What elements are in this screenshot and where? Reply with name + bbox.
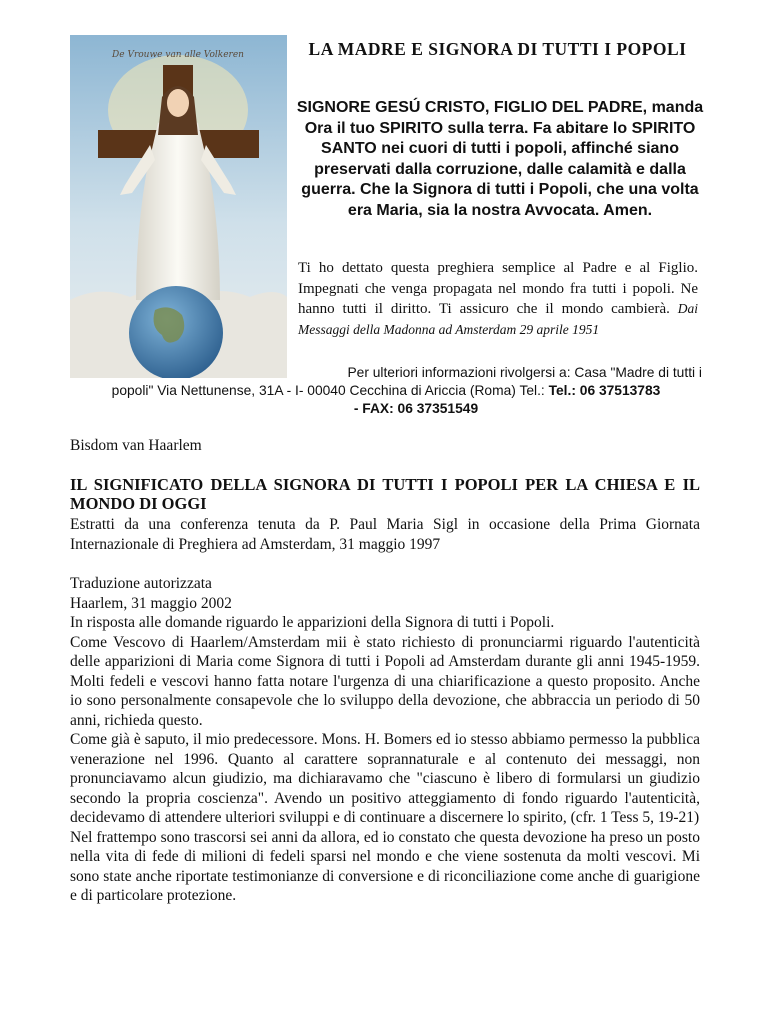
image-caption: De Vrouwe van alle Volkeren (112, 50, 244, 60)
article-intro: Estratti da una conferenza tenuta da P. Paul Maria Sigl in occasione della Prima Giornata Internazionale di Preghiera ad Amsterdam, 31 maggio 1997 (70, 516, 700, 553)
message-text: Ti ho dettato questa preghiera semplice al Padre e al Figlio. Impegnati che venga propagata nel mondo fra tutti i popoli. Ne hanno tutti il diritto. Ti assicuro che il mondo cambierà. (298, 260, 698, 317)
prayer-text: SIGNORE GESÚ CRISTO, FIGLIO DEL PADRE, manda Ora il tuo SPIRITO sulla terra. Fa abitare lo SPIRITO SANTO nei cuori di tutti i popoli, affinché siano preservati dalla corruzione, dalle calamità e dalla guerra. Che la Signora di tutti i Popoli, che una volta era Maria, sia la nostra Avvocata. Amen. (296, 99, 704, 219)
contact-address: popoli" Via Nettunense, 31A - I- 00040 Cecchina di Ariccia (Roma) Tel.: (111, 383, 545, 398)
diocese-label: Bisdom van Haarlem (70, 437, 202, 454)
message-source: Dai Messaggi della Madonna ad Amsterdam 29 aprile 1951 (298, 301, 699, 337)
body-paragraph: Come Vescovo di Haarlem/Amsterdam mii è stato richiesto di pronunciarmi riguardo l'autenticità delle apparizioni di Maria come Signora di tutti i Popoli ad Amsterdam durante gli anni 1945-1959. Molti fedeli e vescovi hanno fatta notare l'urgenza di una chiarificazione a questo proposito. Anche io sono personalmente consapevole che lo sviluppo della devozione, che abbraccia un periodo di 50 anni, richieda questo. (70, 633, 700, 729)
devotional-image (70, 35, 287, 378)
mary-face (167, 89, 189, 117)
page-title: LA MADRE E SIGNORA DI TUTTI I POPOLI (308, 39, 687, 59)
body-paragraph: In risposta alle domande riguardo le apparizioni della Signora di tutti i Popoli. (70, 614, 555, 631)
body-paragraph: Come già è saputo, il mio predecessore. Mons. H. Bomers ed io stesso abbiamo permesso la pubblica venerazione nel 1996. Quanto al carattere soprannaturale e al contenuto dei messaggi, non pronunciavamo alcun giudizio, ma dichiaravamo che "ciascuno è libero di formularsi un giudizio secondo la propria coscienza". Avendo un positivo atteggiamento di fondo riguardo l'autenticità, decidevamo di attendere ulteriori sviluppi e di continuare a discernere lo spirito, (cfr. 1 Tess 5, 19-21) (70, 731, 700, 826)
contact-line-2 (70, 382, 702, 400)
message-block (298, 258, 698, 340)
article-body (70, 574, 700, 906)
contact-fax: - FAX: 06 37351549 (353, 401, 479, 416)
dateline: Haarlem, 31 maggio 2002 (70, 594, 232, 612)
body-paragraph: Nel frattempo sono trascorsi sei anni da allora, ed io constato che questa devozione ha preso un posto nella vita di fede di milioni di fedeli sparsi nel mondo e che viene sostenuta da molti vescovi. Mi sono state anche riportate testimonianze di conversione e di riconciliazione come anche di guarigione e di particolare protezione. (70, 828, 700, 904)
contact-info (70, 364, 702, 418)
contact-line-1: Per ulteriori informazioni rivolgersi a: Casa "Madre di tutti i (347, 365, 702, 380)
contact-phone: Tel.: 06 37513783 (548, 383, 661, 398)
article-heading: IL SIGNIFICATO DELLA SIGNORA DI TUTTI I POPOLI PER LA CHIESA E IL MONDO DI OGGI (70, 475, 700, 513)
translation-note: Traduzione autorizzata (70, 575, 212, 592)
